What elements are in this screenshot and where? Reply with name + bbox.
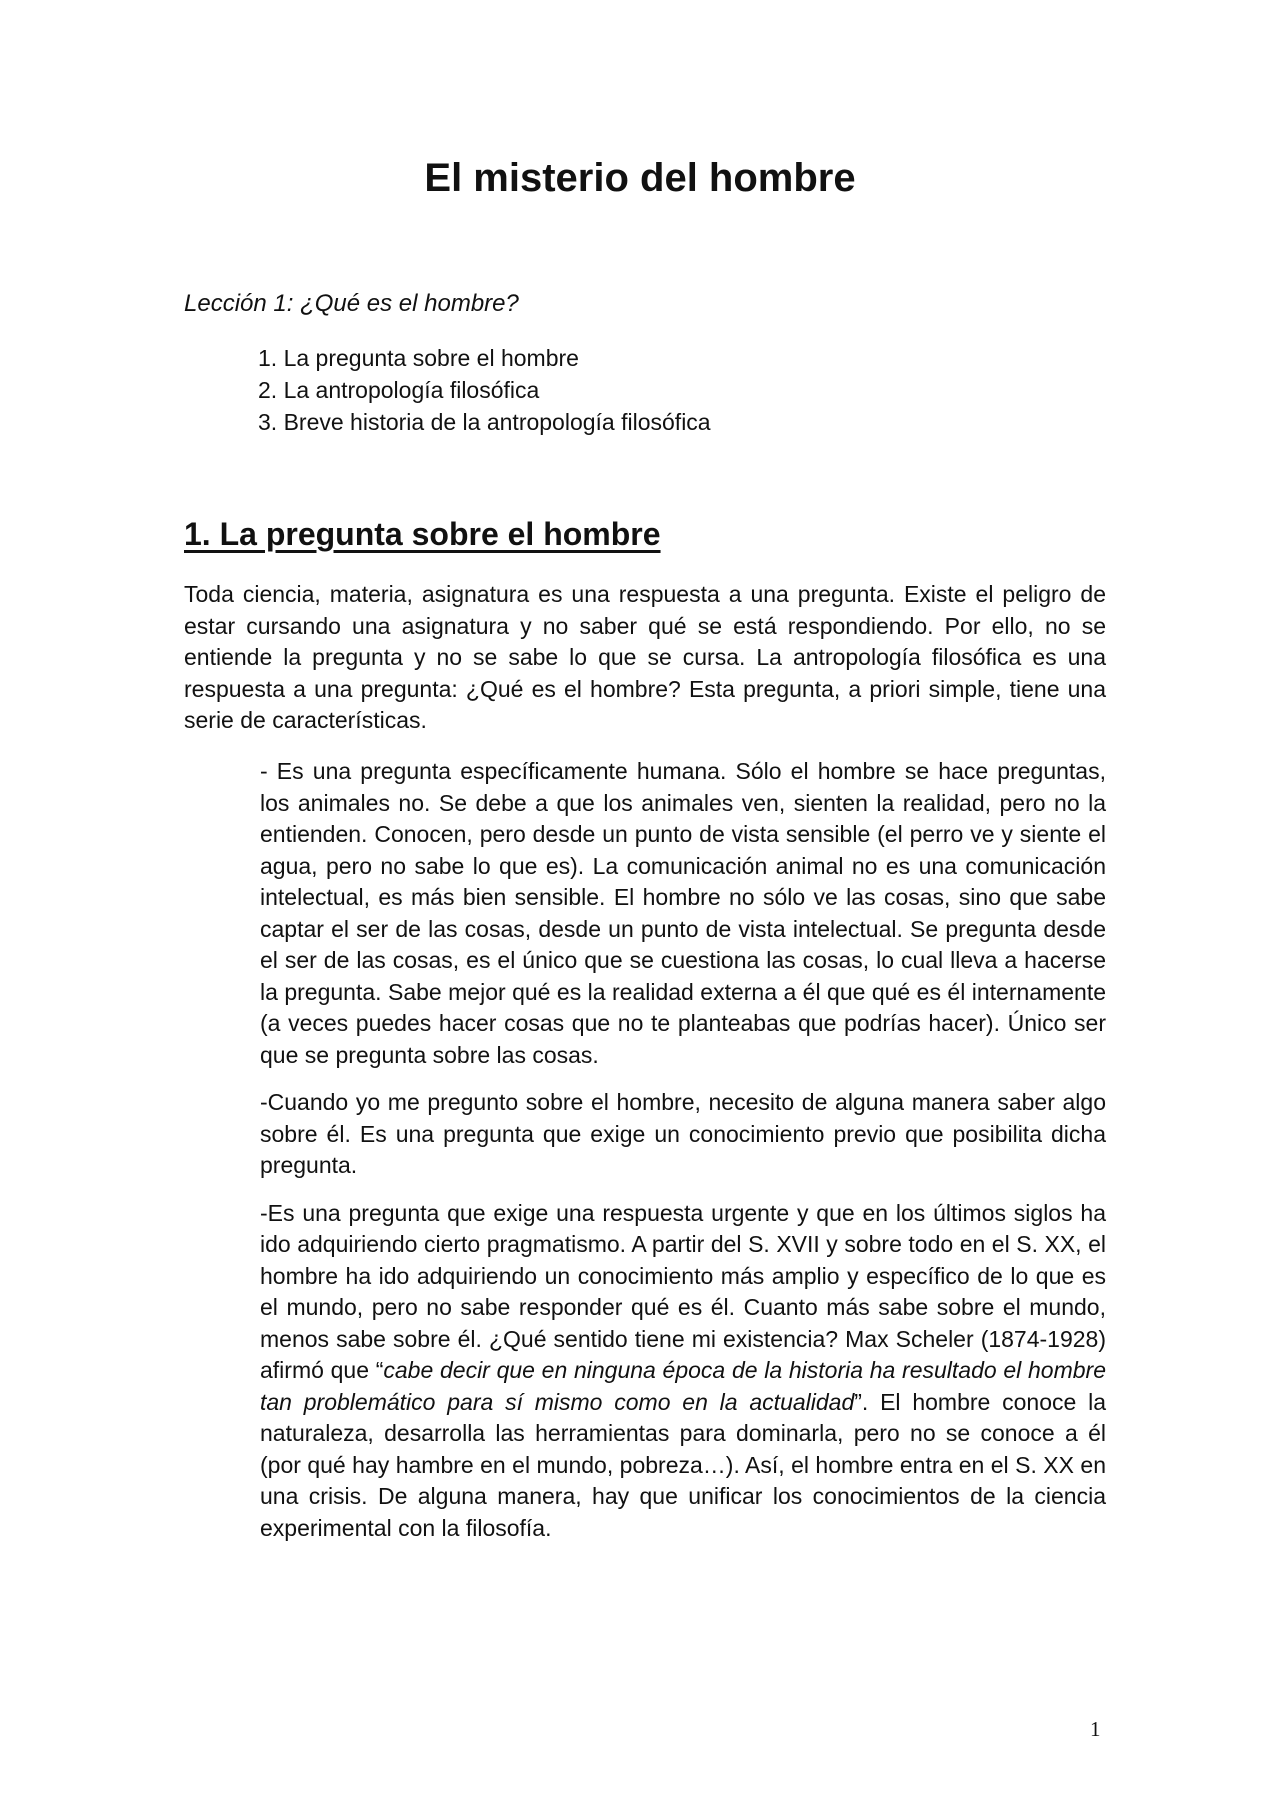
lesson-heading: Lección 1: ¿Qué es el hombre? (184, 290, 519, 317)
paragraph-text: -Es una pregunta que exige una respuesta urgente y que en los últimos siglos ha ido adquiriendo cierto pragmatismo. A partir del S. XVII y sobre todo en el S. XX, el hombre ha ido adquiriendo un conocimiento más amplio y específico de lo que es el mundo, pero no sabe responder qué es él. Cuanto más sabe sobre el mundo, menos sabe sobre él. ¿Qué sentido tiene mi existencia? Max Scheler (1874-1928) afirmó que “ (260, 1199, 1106, 1383)
intro-paragraph: Toda ciencia, materia, asignatura es una respuesta a una pregunta. Existe el peligro de estar cursando una asignatura y no saber qué se está respondiendo. Por ello, no se entiende la pregunta y no se sabe lo que se cursa. La antropología filosófica es una respuesta a una pregunta: ¿Qué es el hombre? Esta pregunta, a priori simple, tiene una serie de características. (184, 581, 1106, 733)
paragraph-text: ”. El hombre conoce la naturaleza, desarrolla las herramientas para dominarla, pero no se conoce a él (por qué hay hambre en el mundo, pobreza…). Así, el hombre entra en el S. XX en una crisis. De alguna manera, hay que unificar los conocimientos de la ciencia experimental con la filosofía. (260, 1388, 1106, 1541)
scheler-quote: cabe decir que en ninguna época de la historia ha resultado el hombre tan problemático para sí mismo como en la actualidad (260, 1357, 1106, 1415)
characteristic-paragraph: - Es una pregunta específicamente humana. Sólo el hombre se hace preguntas, los animales no. Se debe a que los animales ven, sienten la realidad, pero no la entienden. Conocen, pero desde un punto de vista sensible (el perro ve y siente el agua, pero no sabe lo que es). La comunicación animal no es una comunicación intelectual, es más bien sensible. El hombre no sólo ve las cosas, sino que sabe captar el ser de las cosas, desde un punto de vista intelectual. Se pregunta desde el ser de las cosas, es el único que se cuestiona las cosas, lo cual lleva a hacerse la pregunta. Sabe mejor qué es la realidad externa a él que qué es él internamente (a veces puedes hacer cosas que no te planteabas que podrías hacer). Único ser que se pregunta sobre las cosas. (260, 758, 1106, 1068)
table-of-contents (258, 342, 711, 438)
section-heading: 1. La pregunta sobre el hombre (184, 516, 661, 552)
characteristic-paragraph: -Cuando yo me pregunto sobre el hombre, necesito de alguna manera saber algo sobre él. Es una pregunta que exige un conocimiento previo que posibilita dicha pregunta. (260, 1089, 1106, 1178)
toc-item: 2. La antropología filosófica (258, 377, 540, 403)
toc-item: 3. Breve historia de la antropología filosófica (258, 409, 711, 435)
characteristics-list (260, 756, 1106, 1560)
document-title: El misterio del hombre (424, 156, 856, 200)
characteristic-paragraph (260, 1198, 1106, 1545)
toc-item: 1. La pregunta sobre el hombre (258, 345, 579, 371)
page-number: 1 (1090, 1717, 1101, 1741)
